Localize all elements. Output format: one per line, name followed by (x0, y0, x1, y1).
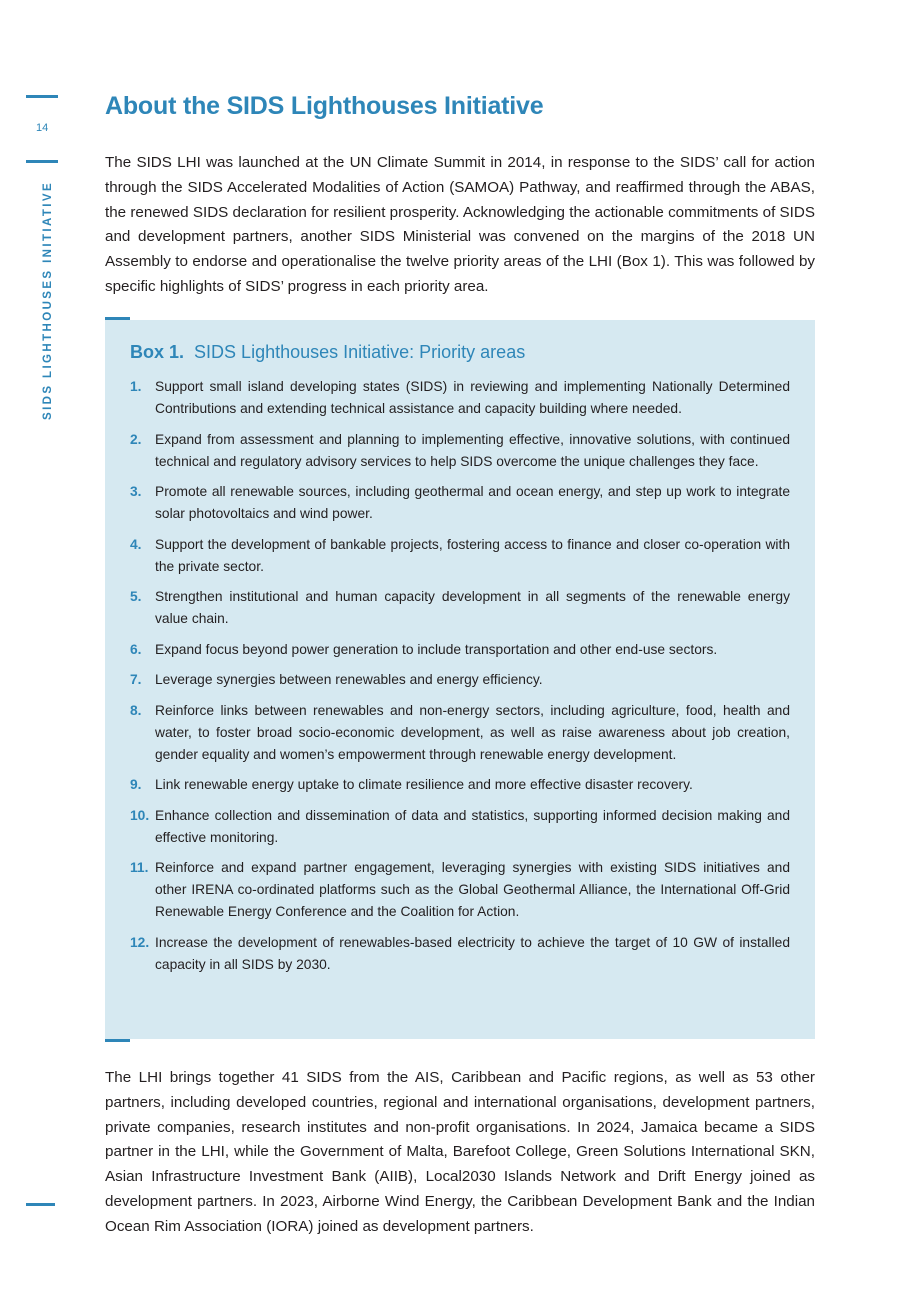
priority-item-number: 10. (130, 807, 150, 823)
side-running-title: SIDS LIGHTHOUSES INITIATIVE (42, 180, 54, 420)
priority-item-text: Enhance collection and dissemination of data and statistics, supporting informed decision making and effective monitoring. (155, 807, 790, 845)
priority-item (130, 932, 790, 976)
priority-item (130, 586, 790, 630)
priority-item-text: Promote all renewable sources, including geothermal and ocean energy, and step up work to integrate solar photovoltaics and wind power. (155, 484, 790, 521)
priority-item-number: 7. (130, 672, 142, 687)
priority-item-text: Reinforce and expand partner engagement, leveraging synergies with existing SIDS initiatives and other IRENA co-ordinated platforms such as the Global Geothermal Alliance, the International Off-Grid Renewable Energy Conference and the Coalition for Action. (155, 860, 790, 919)
priority-item (130, 429, 790, 473)
priority-item-text: Expand focus beyond power generation to include transportation and other end-use sectors. (155, 641, 718, 657)
box-title: SIDS Lighthouses Initiative: Priority areas (194, 342, 526, 362)
priority-item (130, 857, 790, 923)
priority-item-text: Expand from assessment and planning to implementing effective, innovative solutions, with continued technical and regulatory advisory services to help SIDS overcome the unique challenges they face. (155, 431, 790, 469)
priority-item-text: Link renewable energy uptake to climate resilience and more effective disaster recovery. (155, 777, 693, 792)
priority-item-number: 3. (130, 484, 142, 499)
priority-item-number: 6. (130, 641, 142, 657)
priority-item (130, 669, 790, 691)
intro-paragraph: The SIDS LHI was launched at the UN Climate Summit in 2014, in response to the SIDS’ call for action through the SIDS Accelerated Modalities of Action (SAMOA) Pathway, and reaffirmed through the ABAS, the renewed SIDS declaration for resilient prosperity. Acknowledging the actionable commitments of SIDS and development partners, another SIDS Ministerial was convened on the margins of the 2018 UN Assembly to endorse and operationalise the twelve priority areas of the LHI (Box 1). This was followed by specific highlights of SIDS’ progress in each priority area. (105, 154, 815, 295)
priority-item-text: Strengthen institutional and human capacity development in all segments of the renewable energy value chain. (155, 589, 790, 626)
page-number: 14 (36, 122, 49, 134)
priority-item-number: 8. (130, 702, 142, 718)
box-accent-bottom (105, 1039, 130, 1042)
page-title: About the SIDS Lighthouses Initiative (105, 92, 544, 120)
priority-item-number: 2. (130, 431, 142, 447)
priority-list (130, 376, 790, 976)
priority-item-text: Leverage synergies between renewables and energy efficiency. (155, 672, 543, 687)
priority-item (130, 805, 790, 849)
priority-item (130, 534, 790, 578)
margin-rule-bottom (26, 1203, 55, 1206)
outro-paragraph: The LHI brings together 41 SIDS from the AIS, Caribbean and Pacific regions, as well as 53 other partners, including developed countries, regional and international organisations, development partners, private companies, research institutes and non-profit organisations. In 2024, Jamaica became a SIDS partner in the LHI, while the Government of Malta, Barefoot College, Green Solutions International SKN, Asian Infrastructure Investment Bank (AIIB), Local2030 Islands Network and Drift Energy joined as development partners. In 2023, Airborne Wind Energy, the Caribbean Development Bank and the Indian Ocean Rim Association (IORA) joined as development partners. (105, 1069, 815, 1235)
margin-rule-upper (26, 160, 58, 163)
priority-item (130, 481, 790, 525)
priority-item (130, 639, 790, 661)
box-label: Box 1. (130, 342, 185, 362)
priority-item-number: 9. (130, 777, 142, 792)
priority-areas-box (105, 320, 815, 1039)
priority-item-text: Reinforce links between renewables and non-energy sectors, including agriculture, food, health and water, to foster broad socio-economic development, as well as raise awareness about job creation, gender equality and women’s empowerment through renewable energy development. (155, 702, 790, 762)
priority-item-text: Increase the development of renewables-based electricity to achieve the target of 10 GW of installed capacity in all SIDS by 2030. (155, 934, 790, 972)
priority-item (130, 700, 790, 766)
priority-item (130, 376, 790, 420)
priority-item-number: 12. (130, 934, 150, 950)
priority-item-number: 5. (130, 589, 142, 604)
box-heading (130, 342, 790, 363)
priority-item-text: Support small island developing states (SIDS) in reviewing and implementing Nationally Determined Contributions and extending technical assistance and capacity building where needed. (155, 379, 790, 416)
margin-rule-top (26, 95, 58, 98)
priority-item-text: Support the development of bankable projects, fostering access to finance and closer co-operation with the private sector. (155, 536, 790, 574)
priority-item (130, 774, 790, 796)
priority-item-number: 1. (130, 379, 142, 394)
priority-item-number: 11. (130, 860, 149, 875)
priority-item-number: 4. (130, 536, 142, 552)
